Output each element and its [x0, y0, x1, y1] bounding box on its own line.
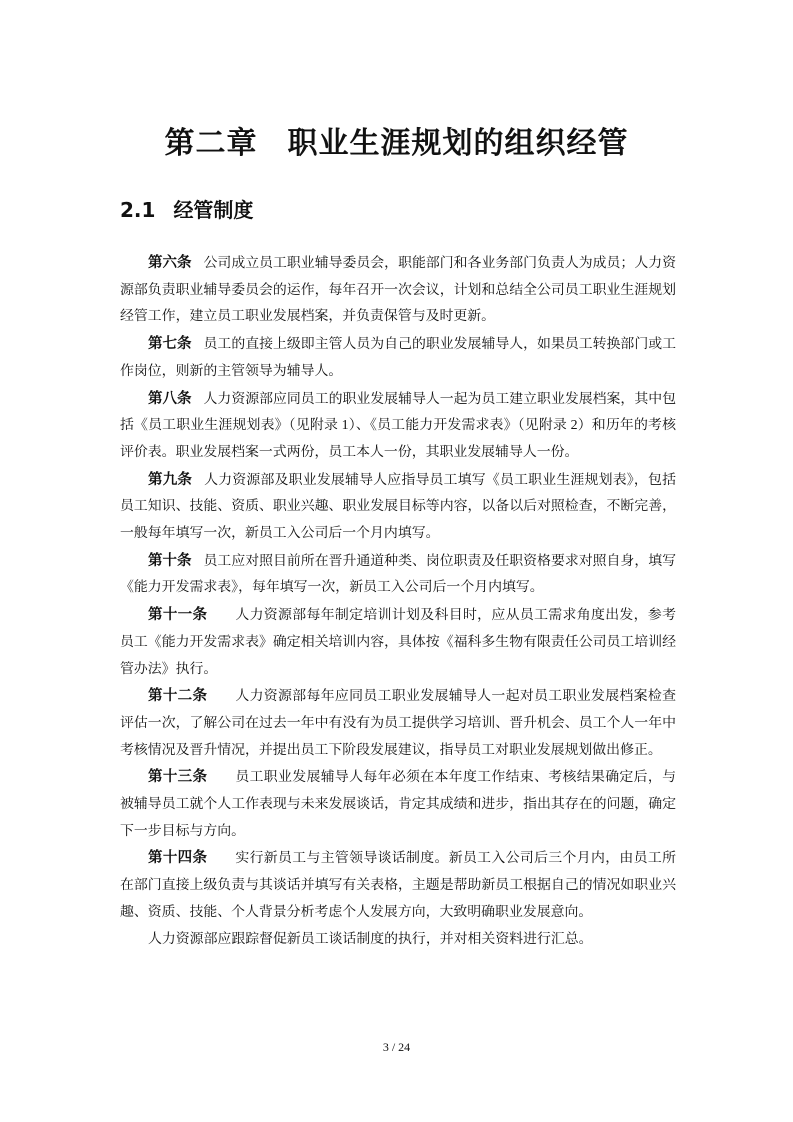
article-12: [120, 683, 676, 764]
chapter-number: 第二章: [164, 126, 258, 161]
article-6: [120, 250, 676, 331]
article-text: 人力资源部每年制定培训计划及科目时，应从员工需求角度出发，参考员工《能力开发需求表》确定相关培训内容，具体按《福科多生物有限责任公司员工培训经管办法》执行。: [120, 608, 676, 677]
article-label: 第八条: [148, 390, 192, 407]
chapter-title: [0, 118, 793, 162]
article-7: [120, 331, 676, 385]
document-body: [120, 250, 676, 953]
chapter-name: 职业生涯规划的组织经管: [287, 126, 629, 161]
article-text: 实行新员工与主管领导谈话制度。新员工入公司后三个月内，由员工所在部门直接上级负责与其谈话并填写有关表格，主题是帮助新员工根据自己的情况如职业兴趣、资质、技能、个人背景分析考虑个人发展方向，大致明确职业发展意向。: [120, 851, 676, 920]
article-label: 第十条: [148, 552, 192, 569]
page-number: 3 / 24: [382, 1040, 411, 1054]
article-text: 员工的直接上级即主管人员为自己的职业发展辅导人，如果员工转换部门或工作岗位，则新的主管领导为辅导人。: [120, 337, 677, 379]
article-label: 第九条: [148, 471, 193, 488]
article-11: [120, 602, 676, 683]
article-text: 人力资源部及职业发展辅导人应指导员工填写《员工职业生涯规划表》，包括员工知识、技能、资质、职业兴趣、职业发展目标等内容，以备以后对照检查，不断完善，一般每年填写一次，新员工入公司后一个月内填写。: [120, 472, 677, 542]
article-label: 第六条: [148, 255, 192, 271]
article-text: 人力资源部每年应同员工职业发展辅导人一起对员工职业发展档案检查评估一次，了解公司在过去一年中有没有为员工提供学习培训、晋升机会、员工个人一年中考核情况及晋升情况，并提出员工下阶段发展建议，指导员工对职业发展规划做出修正。: [120, 689, 676, 758]
article-text: 员工应对照目前所在晋升通道种类、岗位职责及任职资格要求对照自身，填写《能力开发需求表》，每年填写一次，新员工入公司后一个月内填写。: [120, 553, 677, 596]
article-label: 第十一条: [148, 607, 208, 624]
article-13: [120, 764, 676, 845]
article-8: [120, 386, 676, 467]
article-text: 员工职业发展辅导人每年必须在本年度工作结束、考核结果确定后，与被辅导员工就个人工作表现与未来发展谈话，肯定其成绩和进步，指出其存在的问题，确定下一步目标与方向。: [120, 770, 676, 839]
article-label: 第十三条: [148, 769, 208, 786]
article-text: 人力资源部应同员工的职业发展辅导人一起为员工建立职业发展档案，其中包括《员工职业生涯规划表》（见附录 1）、《员工能力开发需求表》（见附录 2）和历年的考核评价表。职业发展档案一式两份，员工本人一份，其职业发展辅导人一份。: [120, 391, 677, 460]
section-number: 2.1: [120, 198, 156, 222]
article-9: [120, 467, 676, 548]
article-label: 第十四条: [148, 850, 208, 867]
section-title: 经管制度: [173, 198, 254, 222]
article-14: [120, 845, 676, 926]
article-label: 第七条: [148, 336, 192, 353]
section-heading: [120, 194, 253, 223]
article-10: [120, 548, 676, 602]
article-text: 公司成立员工职业辅导委员会，职能部门和各业务部门负责人为成员；人力资源部负责职业辅导委员会的运作，每年召开一次会议，计划和总结全公司员工职业生涯规划经管工作，建立员工职业发展档案，并负责保管与及时更新。: [120, 256, 677, 325]
article-label: 第十二条: [148, 688, 208, 705]
closing-paragraph: 人力资源部应跟踪督促新员工谈话制度的执行，并对相关资料进行汇总。: [148, 931, 593, 947]
